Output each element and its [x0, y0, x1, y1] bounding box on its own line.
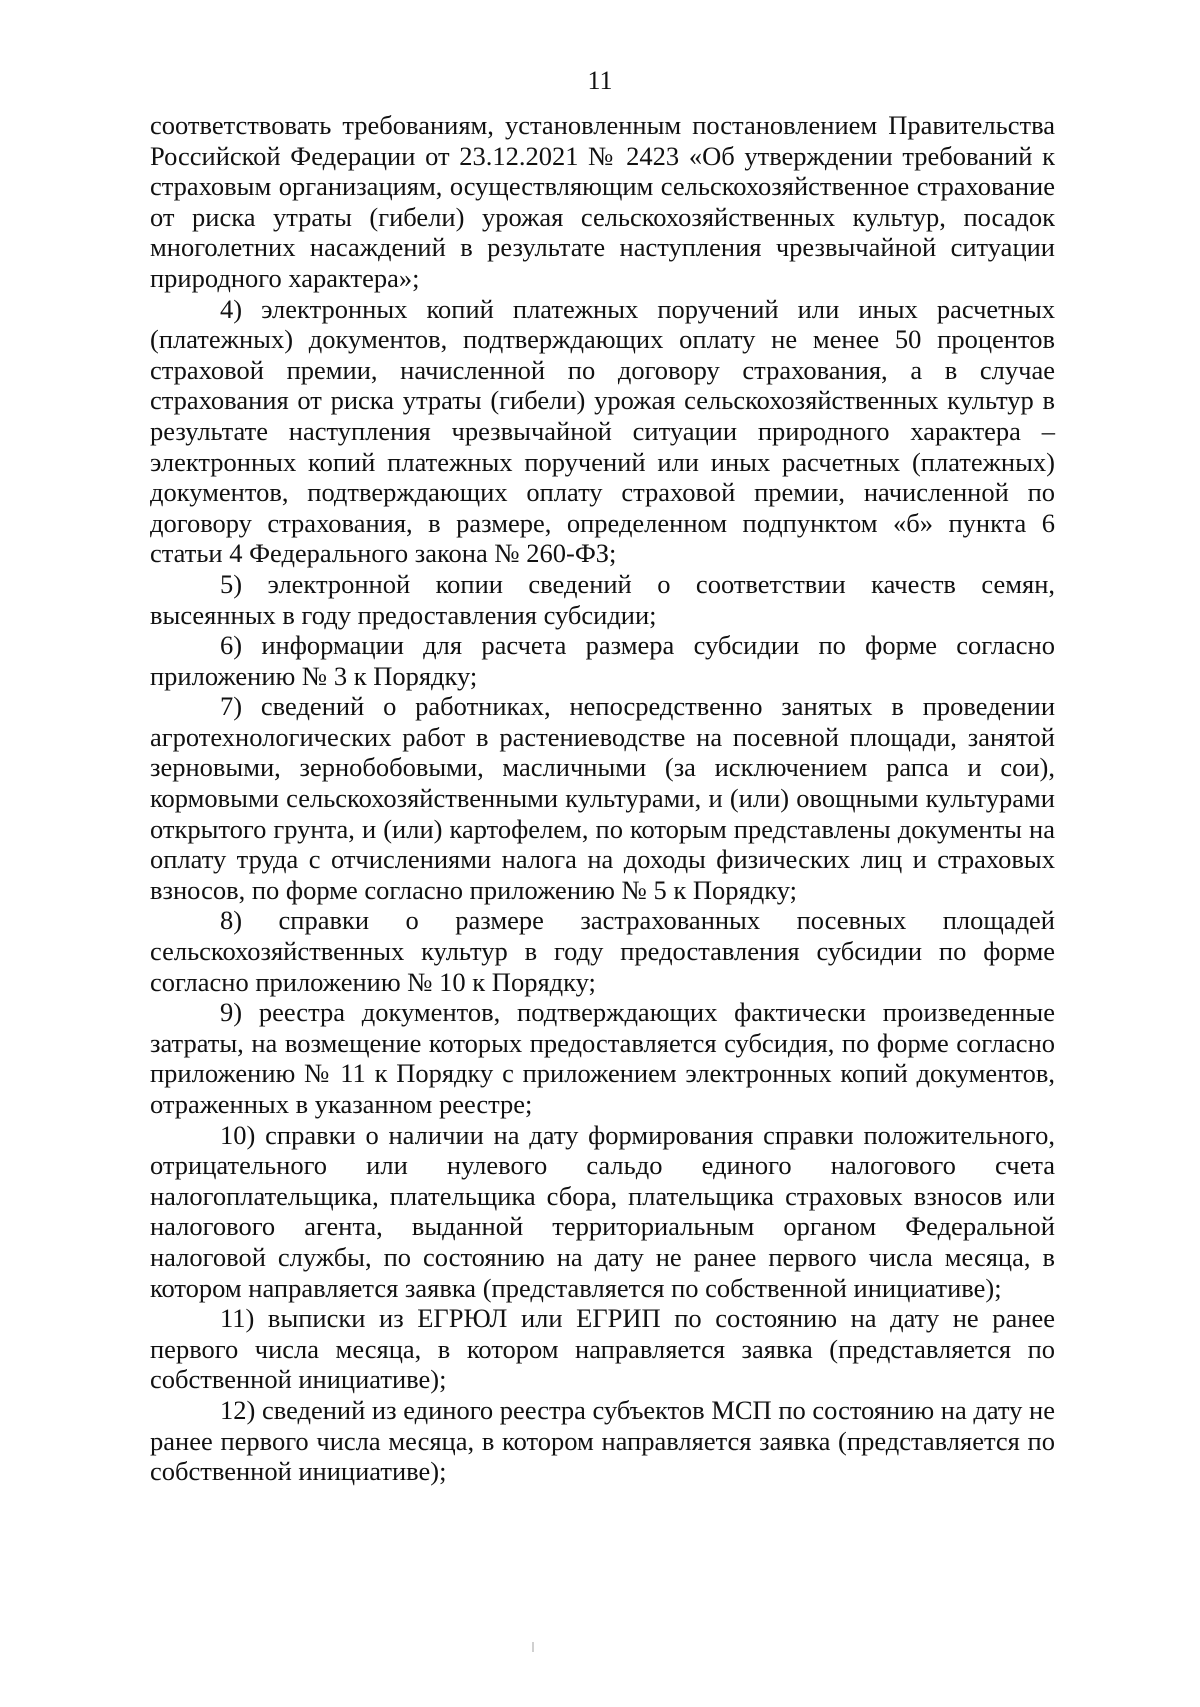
list-item-11: 11) выписки из ЕГРЮЛ или ЕГРИП по состоянию на дату не ранее первого числа месяца, в котором направляется заявка (представляется по собственной инициативе); [150, 1303, 1055, 1395]
list-item-10: 10) справки о наличии на дату формирования справки положительного, отрицательного или нулевого сальдо единого налогового счета налогоплательщика, плательщика сбора, плательщика страховых взносов или налогового агента, выданной территориальным органом Федеральной налоговой службы, по состоянию на дату не ранее первого числа месяца, в котором направляется заявка (представляется по собственной инициативе); [150, 1119, 1055, 1303]
document-body [150, 110, 1055, 1487]
list-item-9: 9) реестра документов, подтверждающих фактически произведенные затраты, на возмещение которых предоставляется субсидия, по форме согласно приложению № 11 к Порядку с приложением электронных копий документов, отраженных в указанном реестре; [150, 997, 1055, 1119]
list-item-8: 8) справки о размере застрахованных посевных площадей сельскохозяйственных культур в году предоставления субсидии по форме согласно приложению № 10 к Порядку; [150, 905, 1055, 997]
paragraph-continuation: соответствовать требованиям, установленным постановлением Правительства Российской Федерации от 23.12.2021 № 2423 «Об утверждении требований к страховым организациям, осуществляющим сельскохозяйственное страхование от риска утраты (гибели) урожая сельскохозяйственных культур, посадок многолетних насаждений в результате наступления чрезвычайной ситуации природного характера»; [150, 110, 1055, 293]
page-number: 11 [587, 66, 613, 95]
list-item-4: 4) электронных копий платежных поручений или иных расчетных (платежных) документов, подтверждающих оплату не менее 50 процентов страховой премии, начисленной по договору страхования, а в случае страхования от риска утраты (гибели) урожая сельскохозяйственных культур в результате наступления чрезвычайной ситуации природного характера – электронных копий платежных поручений или иных расчетных (платежных) документов, подтверждающих оплату страховой премии, начисленной по договору страхования, в размере, определенном подпунктом «б» пункта 6 статьи 4 Федерального закона № 260-ФЗ; [150, 293, 1055, 569]
list-item-6: 6) информации для расчета размера субсидии по форме согласно приложению № 3 к Порядку; [150, 630, 1055, 691]
list-item-12: 12) сведений из единого реестра субъектов МСП по состоянию на дату не ранее первого числа месяца, в котором направляется заявка (представляется по собственной инициативе); [150, 1394, 1055, 1487]
list-item-7: 7) сведений о работниках, непосредственно занятых в проведении агротехнологических работ в растениеводстве на посевной площади, занятой зерновыми, зернобобовыми, масличными (за исключением рапса и сои), кормовыми сельскохозяйственными культурами, и (или) овощными культурами открытого грунта, и (или) картофелем, по которым представлены документы на оплату труда с отчислениями налога на доходы физических лиц и страховых взносов, по форме согласно приложению № 5 к Порядку; [150, 691, 1055, 905]
scan-mark [532, 1642, 534, 1652]
list-item-5: 5) электронной копии сведений о соответствии качеств семян, высеянных в году предоставления субсидии; [150, 568, 1055, 630]
